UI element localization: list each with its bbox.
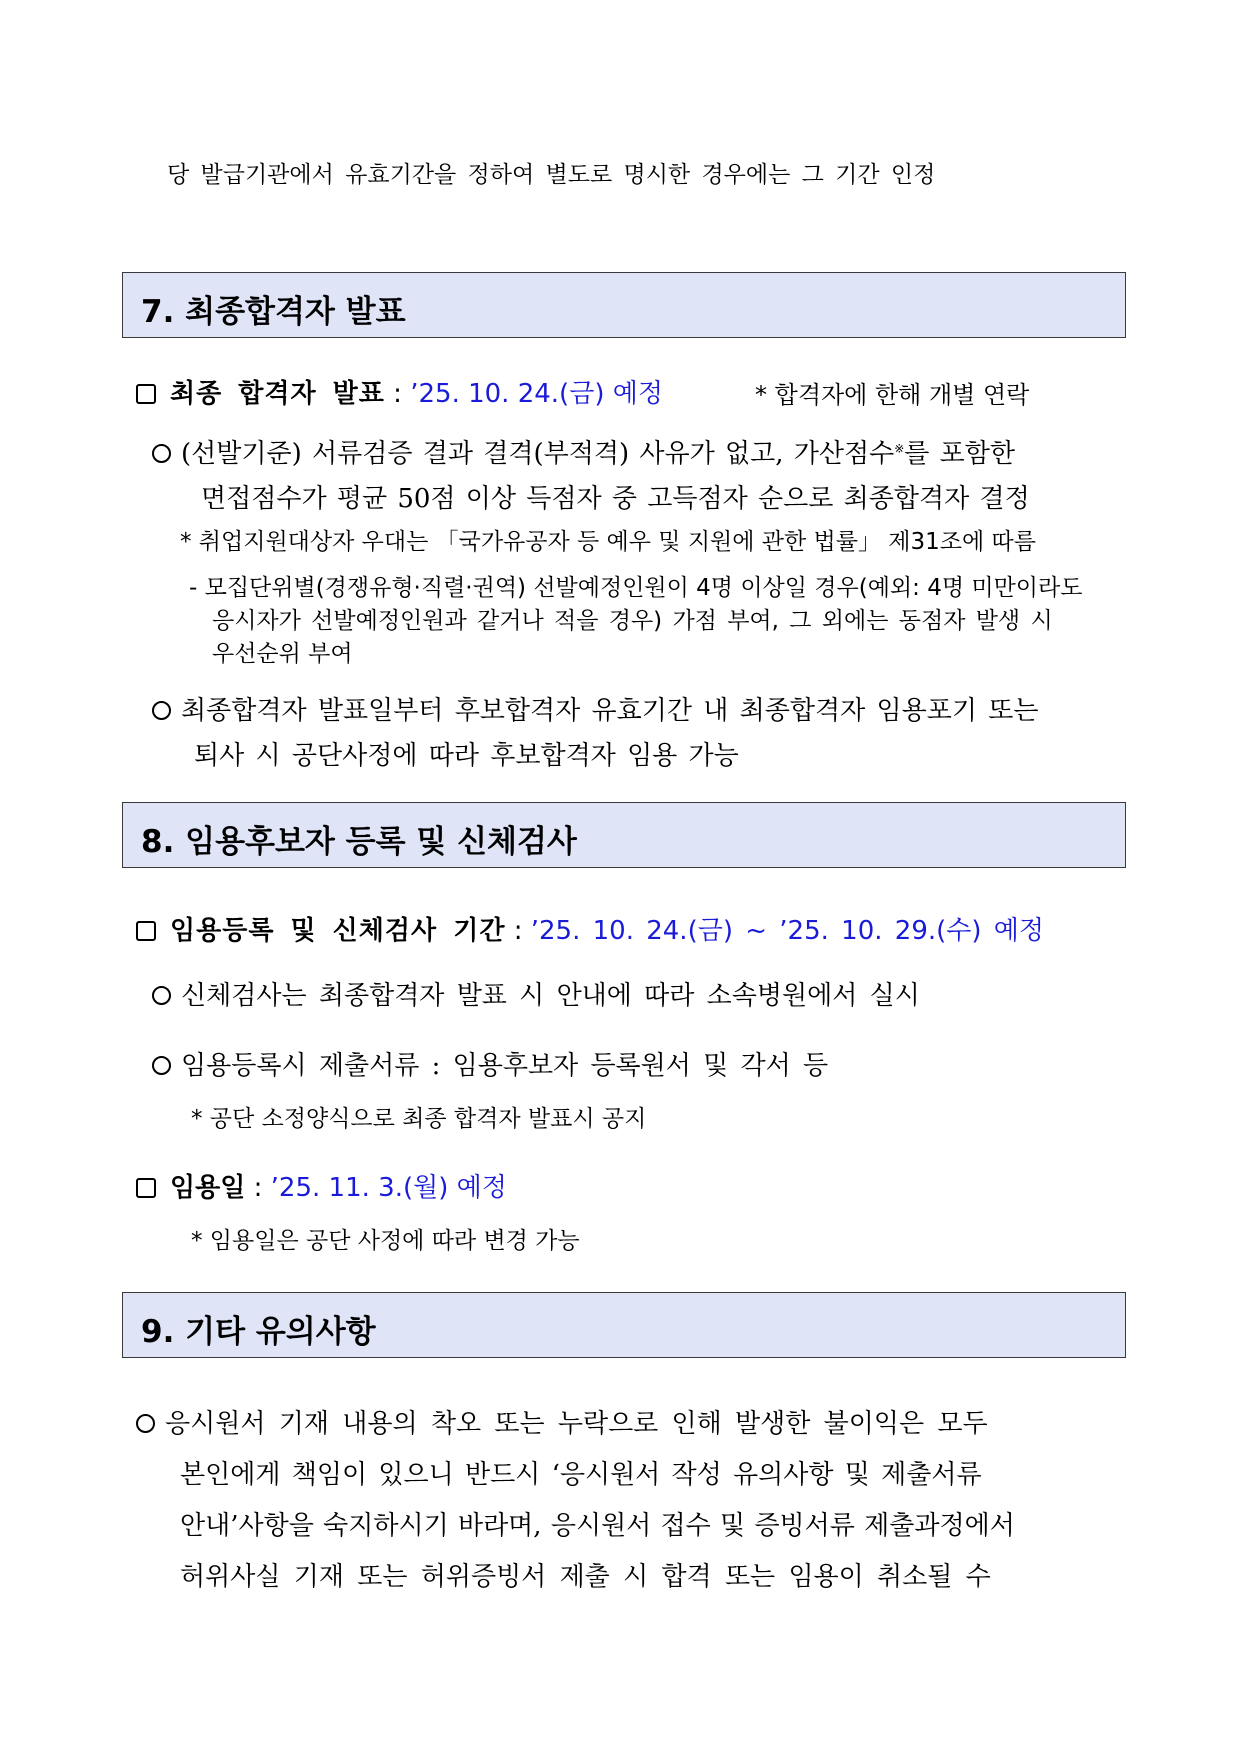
- bullet-circle-icon: [136, 1414, 155, 1433]
- s8-item-appointment-date: [136, 1167, 507, 1204]
- section-7-title: 7. 최종합격자 발표: [141, 294, 406, 330]
- s8-note-1: * 공단 소정양식으로 최종 합격자 발표시 공지: [191, 1106, 647, 1132]
- checkbox-square-icon: [136, 1178, 156, 1198]
- s7-bullet-1-line2: 면접점수가 평균 50점 이상 득점자 중 고득점자 순으로 최종합격자 결정: [201, 484, 1030, 514]
- s8-item2-sep: :: [245, 1173, 271, 1203]
- s7-bullet-2-line1: [152, 690, 1038, 727]
- s7-item1-note: * 합격자에 한해 개별 연락: [755, 381, 1030, 409]
- checkbox-square-icon: [136, 384, 156, 404]
- section-8-header: [122, 802, 1126, 868]
- section-8-title: 8. 임용후보자 등록 및 신체검사: [141, 824, 577, 860]
- bullet-circle-icon: [152, 444, 171, 463]
- s8-item1-value: ’25. 10. 24.(금) ~ ’25. 10. 29.(수) 예정: [530, 916, 1045, 946]
- bullet-circle-icon: [152, 701, 171, 720]
- s7-dash-line1: - 모집단위별(경쟁유형·직렬·권역) 선발예정인원이 4명 이상일 경우(예외: 4명 미만이라도: [189, 575, 1083, 601]
- s7-bullet-1-line1: [152, 433, 1015, 470]
- s8-b2-text: 임용등록시 제출서류 : 임용후보자 등록원서 및 각서 등: [181, 1051, 829, 1081]
- s9-bullet-1-line2: 본인에게 책임이 있으니 반드시 ‘응시원서 작성 유의사항 및 제출서류: [180, 1460, 982, 1490]
- s8-bullet-2: [152, 1045, 828, 1082]
- s9-bullet-1-line3: 안내’사항을 숙지하시기 바라며, 응시원서 접수 및 증빙서류 제출과정에서: [180, 1511, 1015, 1541]
- s8-b1-text: 신체검사는 최종합격자 발표 시 안내에 따라 소속병원에서 실시: [181, 981, 920, 1011]
- s8-item2-value: ’25. 11. 3.(월) 예정: [270, 1173, 507, 1203]
- s7-item-final-announcement: [136, 373, 663, 410]
- section-9-title: 9. 기타 유의사항: [141, 1314, 376, 1350]
- continuation-text: 당 발급기관에서 유효기간을 정하여 별도로 명시한 경우에는 그 기간 인정: [167, 162, 936, 188]
- s7-note-1: * 취업지원대상자 우대는 「국가유공자 등 예우 및 지원에 관한 법률」 제31조에 따름: [180, 529, 1036, 555]
- bullet-circle-icon: [152, 1056, 171, 1075]
- s8-item2-label: 임용일: [170, 1173, 246, 1203]
- s8-item1-sep: :: [505, 916, 531, 946]
- s8-bullet-1: [152, 975, 920, 1012]
- s7-dash-line3: 우선순위 부여: [212, 641, 353, 667]
- s7-item1-label: 최종 합격자 발표: [170, 379, 385, 409]
- s7-dash-line2: 응시자가 선발예정인원과 같거나 적을 경우) 가점 부여, 그 외에는 동점자 발생 시: [212, 608, 1053, 634]
- s7-b1-sup: ※: [894, 441, 905, 456]
- s9-b1-text: 응시원서 기재 내용의 착오 또는 누락으로 인해 발생한 불이익은 모두: [165, 1409, 988, 1439]
- s9-bullet-1-line4: 허위사실 기재 또는 허위증빙서 제출 시 합격 또는 임용이 취소될 수: [180, 1562, 991, 1592]
- s9-bullet-1-line1: [136, 1403, 988, 1440]
- s7-b1-text-a: (선발기준) 서류검증 결과 결격(부적격) 사유가 없고, 가산점수: [181, 439, 895, 469]
- s7-b1-text-b: 를 포함한: [904, 439, 1016, 469]
- section-7-header: [122, 272, 1126, 338]
- section-9-header: [122, 1292, 1126, 1358]
- s7-bullet-2-line2: 퇴사 시 공단사정에 따라 후보합격자 임용 가능: [194, 741, 739, 771]
- s7-b2-text: 최종합격자 발표일부터 후보합격자 유효기간 내 최종합격자 임용포기 또는: [181, 696, 1039, 726]
- checkbox-square-icon: [136, 921, 156, 941]
- s8-note-2: * 임용일은 공단 사정에 따라 변경 가능: [191, 1228, 580, 1254]
- s7-item1-value: ’25. 10. 24.(금) 예정: [410, 379, 663, 409]
- bullet-circle-icon: [152, 986, 171, 1005]
- s8-item1-label: 임용등록 및 신체검사 기간: [170, 916, 506, 946]
- s7-item1-sep: :: [384, 379, 411, 409]
- s8-item-registration-period: [136, 910, 1044, 947]
